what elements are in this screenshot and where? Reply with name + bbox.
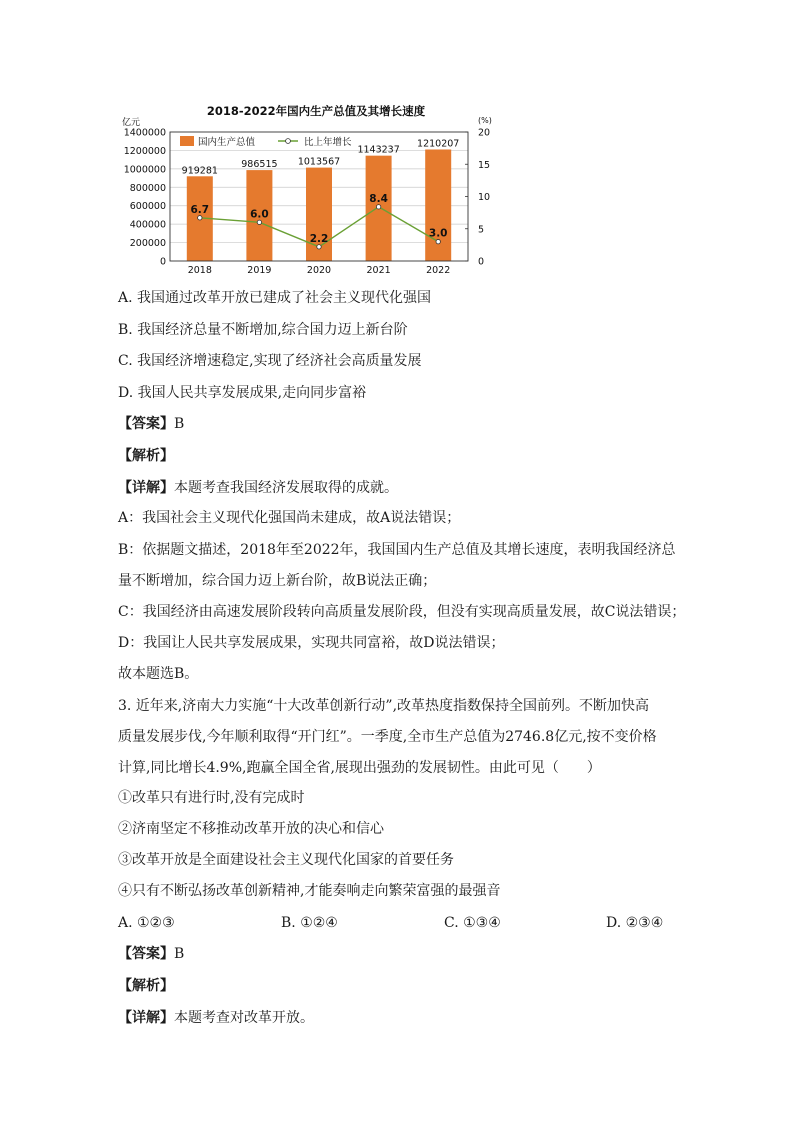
gdp-bar-label: 1143237 bbox=[357, 144, 400, 156]
q3-detail-text: 本题考查对改革开放。 bbox=[174, 1010, 314, 1026]
q2-analysis-tag: 【解析】 bbox=[118, 448, 174, 464]
right-tick-label: 5 bbox=[478, 224, 485, 236]
q2-detail-tag: 【详解】 bbox=[118, 480, 174, 496]
q3-choice-a: A. ①②③ bbox=[118, 915, 175, 931]
q3-detail bbox=[118, 1008, 314, 1028]
q3-choice-c: C. ①③④ bbox=[444, 915, 501, 931]
x-category-label: 2021 bbox=[366, 265, 391, 276]
legend-line-marker bbox=[286, 139, 291, 144]
left-tick-label: 800000 bbox=[129, 182, 166, 194]
chart-legend bbox=[180, 136, 352, 148]
q2-explanation-a: A：我国社会主义现代化强国尚未建成，故A说法错误； bbox=[118, 510, 461, 526]
gdp-bar-label: 919281 bbox=[181, 165, 218, 177]
growth-point bbox=[257, 220, 261, 224]
chart-title: 2018-2022年国内生产总值及其增长速度 bbox=[206, 104, 426, 118]
q3-stem-line-3: 计算,同比增长4.9%,跑赢全国全省,展现出强劲的发展韧性。由此可见（ ） bbox=[118, 760, 601, 776]
gdp-bar bbox=[425, 149, 451, 261]
q2-option-c: C. 我国经济增速稳定,实现了经济社会高质量发展 bbox=[118, 353, 422, 369]
x-category-label: 2018 bbox=[187, 265, 212, 276]
left-axis-unit: 亿元 bbox=[122, 118, 141, 128]
q2-answer-tag: 【答案】 bbox=[118, 416, 174, 432]
q2-option-d: D. 我国人民共享发展成果,走向同步富裕 bbox=[118, 385, 367, 401]
growth-point bbox=[436, 239, 440, 243]
gdp-chart bbox=[110, 100, 500, 278]
q2-option-a: A. 我国通过改革开放已建成了社会主义现代化强国 bbox=[118, 290, 432, 306]
q2-option-b: B. 我国经济总量不断增加,综合国力迈上新台阶 bbox=[118, 322, 408, 338]
right-tick-label: 20 bbox=[478, 127, 491, 139]
q2-explanation-b2: 量不断增加，综合国力迈上新台阶，故B说法正确； bbox=[118, 573, 437, 589]
q3-stem-line-2: 质量发展步伐,今年顺利取得“开门红”。一季度,全市生产总值为2746.8亿元,按不变价格 bbox=[118, 729, 657, 745]
right-axis-unit: (%) bbox=[478, 116, 492, 125]
q3-stem-line-1: 3. 近年来,济南大力实施“十大改革创新行动”,改革热度指数保持全国前列。不断加快高 bbox=[118, 698, 650, 714]
growth-label: 3.0 bbox=[428, 227, 448, 240]
q3-answer-value: B bbox=[174, 946, 185, 962]
growth-point bbox=[376, 205, 380, 209]
growth-point bbox=[317, 245, 321, 249]
left-tick-label: 1000000 bbox=[123, 164, 166, 176]
q3-answer-tag: 【答案】 bbox=[118, 946, 174, 962]
legend-bar-swatch bbox=[180, 136, 194, 146]
legend-bar-label: 国内生产总值 bbox=[198, 137, 256, 148]
legend-line-label: 比上年增长 bbox=[304, 137, 352, 148]
x-category-label: 2020 bbox=[306, 265, 332, 276]
left-tick-label: 400000 bbox=[129, 219, 166, 231]
right-tick-label: 15 bbox=[478, 159, 491, 171]
growth-label: 6.0 bbox=[250, 208, 269, 221]
q2-conclusion: 故本题选B。 bbox=[118, 666, 199, 682]
left-tick-label: 600000 bbox=[129, 201, 166, 213]
q3-choice-d: D. ②③④ bbox=[606, 915, 664, 931]
q2-explanation-d: D：我国让人民共享发展成果，实现共同富裕，故D说法错误； bbox=[118, 635, 505, 651]
left-tick-label: 200000 bbox=[129, 238, 166, 250]
gdp-bar-label: 1013567 bbox=[297, 156, 341, 168]
growth-label: 2.2 bbox=[309, 232, 329, 245]
q2-answer bbox=[118, 414, 184, 434]
q3-answer bbox=[118, 944, 184, 964]
q3-statement-4: ④只有不断弘扬改革创新精神,才能奏响走向繁荣富强的最强音 bbox=[118, 883, 501, 899]
gdp-bar-label: 1210207 bbox=[417, 138, 460, 150]
x-category-label: 2019 bbox=[247, 265, 272, 276]
right-tick-label: 10 bbox=[478, 192, 491, 203]
q2-explanation-c: C：我国经济由高速发展阶段转向高质量发展阶段，但没有实现高质量发展，故C说法错误； bbox=[118, 604, 686, 620]
q3-choice-b: B. ①②④ bbox=[281, 915, 338, 931]
q2-answer-value: B bbox=[174, 416, 185, 432]
q2-detail bbox=[118, 478, 398, 498]
q3-detail-tag: 【详解】 bbox=[118, 1010, 174, 1026]
q3-statement-2: ②济南坚定不移推动改革开放的决心和信心 bbox=[118, 821, 384, 837]
growth-point bbox=[198, 216, 202, 220]
q2-detail-text: 本题考查我国经济发展取得的成就。 bbox=[174, 480, 398, 496]
right-tick-label: 0 bbox=[478, 256, 485, 268]
q2-explanation-b1: B：依据题文描述，2018年至2022年，我国国内生产总值及其增长速度，表明我国经济总 bbox=[118, 542, 676, 558]
growth-label: 6.7 bbox=[190, 203, 210, 216]
x-category-label: 2022 bbox=[426, 265, 451, 276]
q3-statement-3: ③改革开放是全面建设社会主义现代化国家的首要任务 bbox=[118, 852, 454, 868]
gdp-bar-label: 986515 bbox=[241, 159, 278, 171]
growth-label: 8.4 bbox=[369, 192, 388, 205]
left-tick-label: 1200000 bbox=[123, 145, 166, 157]
gdp-chart-svg bbox=[110, 100, 500, 278]
q3-analysis-tag: 【解析】 bbox=[118, 978, 174, 994]
left-tick-label: 1400000 bbox=[123, 127, 166, 139]
left-tick-label: 0 bbox=[159, 256, 166, 268]
q3-statement-1: ①改革只有进行时,没有完成时 bbox=[118, 790, 305, 806]
